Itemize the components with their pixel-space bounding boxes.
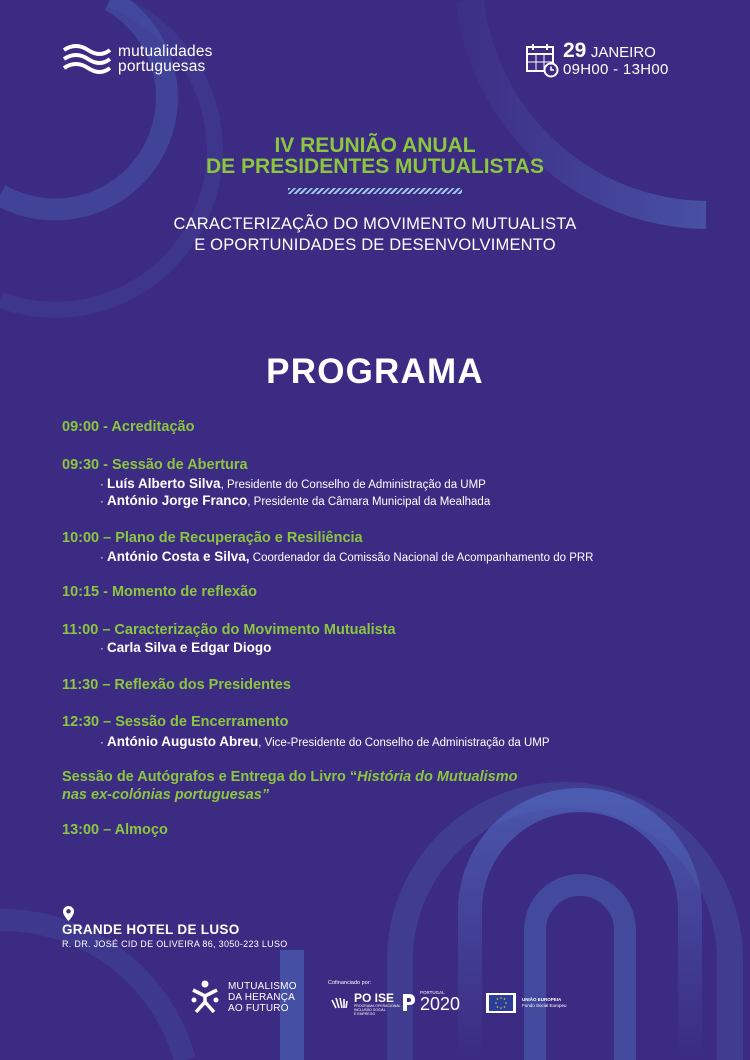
- program-item: 11:30 – Reflexão dos Presidentes: [62, 677, 291, 693]
- poise-sub1: PROGRAMA OPERACIONAL: [354, 1004, 401, 1008]
- logo-line1: mutualidades: [118, 43, 213, 60]
- program-speaker: · António Augusto Abreu, Vice-Presidente do Conselho de Administração da UMP: [100, 734, 550, 749]
- portugal-year: 2020: [420, 994, 461, 1014]
- event-date: [525, 39, 669, 78]
- mutualidades-logo: [62, 42, 213, 76]
- program-item: 13:00 – Almoço: [62, 822, 168, 838]
- speaker-role: , Vice-Presidente do Conselho de Administração da UMP: [258, 737, 550, 749]
- calendar-clock-icon: [525, 42, 559, 78]
- speaker-name: Carla Silva e Edgar Diogo: [107, 640, 272, 655]
- speaker-name: António Augusto Abreu: [107, 734, 259, 749]
- portugal-label: PORTUGAL: [420, 990, 445, 995]
- title-divider: [288, 188, 462, 194]
- event-subtitle-line2: E OPORTUNIDADES DE DESENVOLVIMENTO: [194, 236, 556, 254]
- programa-heading: PROGRAMA: [266, 352, 484, 391]
- date-month: JANEIRO: [590, 44, 656, 61]
- speaker-role: , Presidente da Câmara Municipal da Mealhada: [247, 496, 491, 508]
- mutualismo-figure-logo: [190, 980, 220, 1014]
- program-item: 09:30 - Sessão de Abertura: [62, 457, 248, 473]
- poise-sub2: INCLUSÃO SOCIAL: [354, 1008, 386, 1012]
- logo-line2: portuguesas: [118, 58, 206, 75]
- speaker-name: António Jorge Franco: [107, 493, 248, 508]
- poise-hands-icon: [330, 996, 350, 1012]
- eu-logo: [486, 993, 567, 1013]
- eu-flag-icon: [486, 993, 516, 1013]
- poise-title: PO ISE: [354, 991, 395, 1005]
- program-speaker: · Carla Silva e Edgar Diogo: [100, 640, 272, 655]
- location-pin-icon: [63, 906, 74, 921]
- portugal-2020-icon: [401, 992, 417, 1012]
- program-speaker: · António Costa e Silva, Coordenador da Comissão Nacional de Acompanhamento do PRR: [100, 549, 594, 564]
- program-item: 11:00 – Caracterização do Movimento Mutualista: [62, 622, 396, 638]
- mutualismo-line1: MUTUALISMO: [228, 980, 297, 992]
- eu-line2: Fundo Social Europeu: [522, 1003, 567, 1008]
- speaker-role: Coordenador da Comissão Nacional de Acompanhamento do PRR: [249, 552, 594, 564]
- speaker-role: , Presidente do Conselho de Administração da UMP: [220, 479, 486, 491]
- cofinanciado-label: Cofinanciado por:: [328, 980, 372, 986]
- program-item: 10:00 – Plano de Recuperação e Resiliência: [62, 530, 363, 546]
- date-time: 09H00 - 13H00: [563, 61, 669, 78]
- speaker-name: Luís Alberto Silva: [107, 476, 221, 491]
- poise-logo: [330, 992, 400, 1016]
- mutualismo-line3: AO FUTURO: [228, 1002, 289, 1014]
- eu-line1: UNIÃO EUROPEIA: [522, 997, 562, 1002]
- autografos-suffix: ”: [261, 787, 270, 803]
- program-item: 09:00 - Acreditação: [62, 419, 195, 435]
- mutualidades-wave-logo: [62, 42, 112, 76]
- venue-address: R. DR. JOSÉ CID DE OLIVEIRA 86, 3050-223 LUSO: [62, 939, 288, 949]
- event-title-line1: IV REUNIÃO ANUAL: [274, 134, 476, 157]
- autografos-book-line1: História do Mutualismo: [357, 769, 518, 785]
- mutualismo-line2: DA HERANÇA: [228, 991, 296, 1003]
- autografos-prefix: Sessão de Autógrafos e Entrega do Livro “: [62, 769, 358, 785]
- program-speaker: · António Jorge Franco, Presidente da Câmara Municipal da Mealhada: [100, 493, 491, 508]
- venue-name: GRANDE HOTEL DE LUSO: [62, 922, 240, 937]
- portugal-2020-logo: [401, 990, 460, 1013]
- autografos-item: [62, 768, 518, 804]
- program-item: 10:15 - Momento de reflexão: [62, 584, 257, 600]
- mutualismo-logo: [190, 980, 297, 1014]
- date-day: 29: [563, 39, 587, 62]
- poise-sub3: E EMPREGO: [354, 1012, 376, 1016]
- event-title-line2: DE PRESIDENTES MUTUALISTAS: [206, 155, 544, 178]
- program-speaker: · Luís Alberto Silva, Presidente do Conselho de Administração da UMP: [100, 476, 486, 491]
- autografos-book-line2: nas ex-colónias portuguesas: [62, 787, 262, 803]
- speaker-name: António Costa e Silva,: [107, 549, 250, 564]
- event-subtitle-line1: CARACTERIZAÇÃO DO MOVIMENTO MUTUALISTA: [173, 215, 577, 233]
- program-item: 12:30 – Sessão de Encerramento: [62, 714, 289, 730]
